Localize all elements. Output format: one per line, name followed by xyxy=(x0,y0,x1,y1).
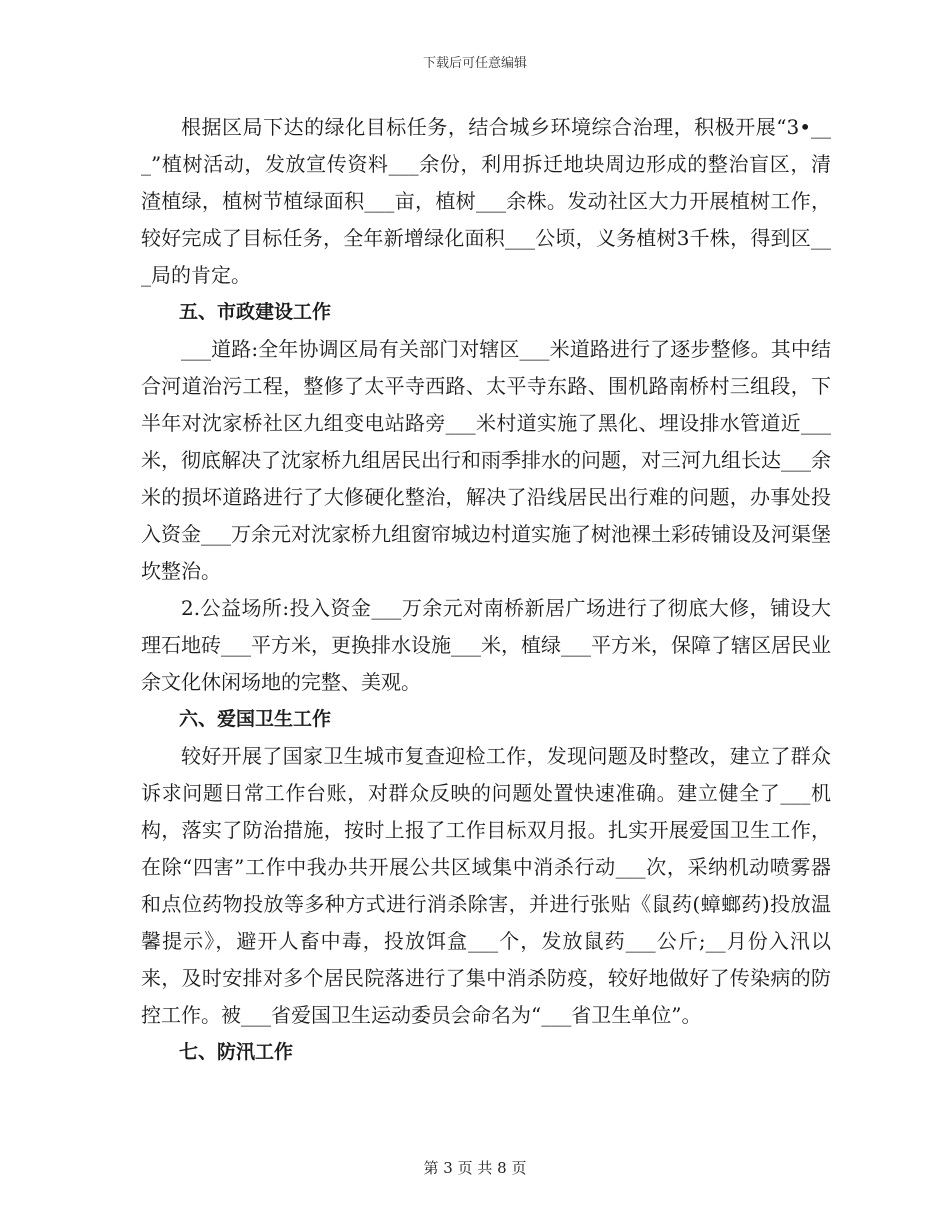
section-heading-flood-control: 七、防汛工作 xyxy=(179,1041,294,1063)
paragraph-roads: ___道路:全年协调区局有关部门对辖区___米道路进行了逐步整修。其中结合河道治污工程，整修了太平寺西路、太平寺东路、围机路南桥村三组段，下半年对沈家桥社区九组变电站路旁___米村道实施了黑化、埋设排水管道近___米，彻底解决了沈家桥九组居民出行和雨季排水的问题，对三河九组长达___余米的损坏道路进行了大修硬化整治，解决了沿线居民出行难的问题，办事处投入资金___万余元对沈家桥九组窗帘城边村道实施了树池裸土彩砖铺设及河渠堡坎整治。 xyxy=(141,337,831,583)
paragraph-public-venues: 2.公益场所:投入资金___万余元对南桥新居广场进行了彻底大修，铺设大理石地砖___平方米，更换排水设施___米，植绿___平方米，保障了辖区居民业余文化休闲场地的完整、美观。 xyxy=(141,596,831,694)
document-body xyxy=(141,109,831,1071)
paragraph-sanitation: 较好开展了国家卫生城市复查迎检工作，发现问题及时整改，建立了群众诉求问题日常工作台账，对群众反映的问题处置快速准确。建立健全了___机构，落实了防治措施，按时上报了工作目标双月报。扎实开展爱国卫生工作，在除“四害”工作中我办共开展公共区域集中消杀行动___次，采纳机动喷雾器和点位药物投放等多种方式进行消杀除害，并进行张贴《鼠药(蟑螂药)投放温馨提示》，避开人畜中毒，投放饵盒___个，发放鼠药___公斤;__月份入汛以来，及时安排对多个居民院落进行了集中消杀防疫，较好地做好了传染病的防控工作。被___省爱国卫生运动委员会命名为“___省卫生单位”。 xyxy=(141,744,831,1027)
paragraph-greening: 根据区局下达的绿化目标任务，结合城乡环境综合治理，积极开展“3•___”植树活动，发放宣传资料___余份，利用拆迁地块周边形成的整治盲区，清渣植绿，植树节植绿面积___亩，植树___余株。发动社区大力开展植树工作，较好完成了目标任务，全年新增绿化面积___公顷，义务植树3千株，得到区___局的肯定。 xyxy=(141,115,831,287)
section-heading-municipal: 五、市政建设工作 xyxy=(179,301,332,323)
page-header: 下载后可任意编辑 xyxy=(422,56,527,71)
page-number: 第 3 页 共 8 页 xyxy=(423,1159,527,1177)
section-heading-sanitation: 六、爱国卫生工作 xyxy=(179,708,332,730)
